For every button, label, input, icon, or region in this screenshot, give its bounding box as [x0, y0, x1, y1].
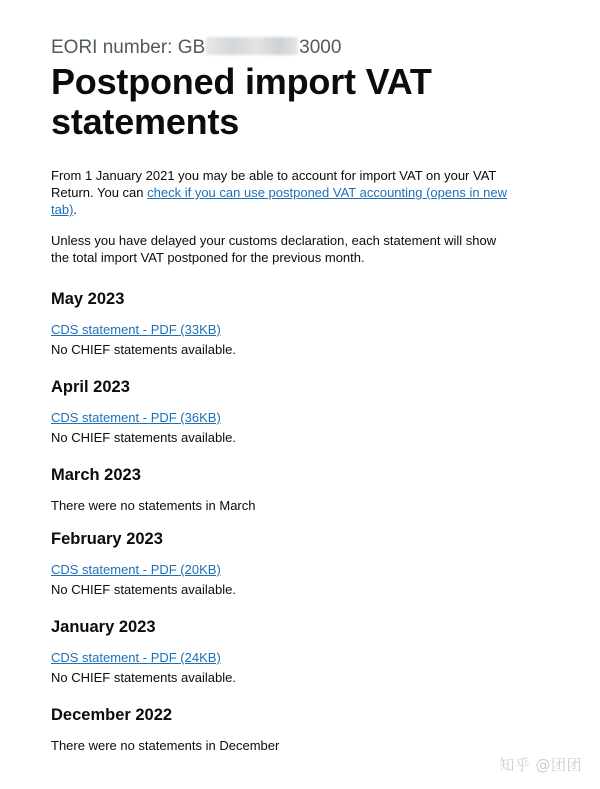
cds-statement-row	[51, 648, 511, 668]
watermark: 知乎 @团团	[499, 756, 582, 774]
month-section-may-2023	[51, 288, 511, 360]
month-section-december-2022	[51, 704, 511, 756]
month-heading: February 2023	[51, 530, 163, 548]
cds-statement-row	[51, 408, 511, 428]
cds-statement-link[interactable]: CDS statement - PDF (20KB)	[51, 562, 221, 577]
month-section-february-2023	[51, 528, 511, 600]
eori-suffix: 3000	[299, 37, 342, 58]
intro-text-end: .	[73, 202, 78, 217]
month-section-march-2023	[51, 464, 511, 516]
month-heading: March 2023	[51, 466, 141, 484]
check-postponed-vat-link[interactable]: check if you can use postponed VAT accounting (opens in new tab)	[51, 185, 508, 217]
month-heading: December 2022	[51, 706, 173, 724]
cds-statement-link[interactable]: CDS statement - PDF (36KB)	[51, 410, 221, 425]
month-heading: May 2023	[51, 290, 125, 308]
cds-statement-row	[51, 320, 511, 340]
month-heading: April 2023	[51, 378, 130, 396]
main-content	[51, 36, 511, 756]
eori-number	[51, 36, 511, 60]
chief-statement-info: No CHIEF statements available.	[51, 430, 236, 445]
eori-redacted-block	[206, 37, 298, 55]
month-section-april-2023	[51, 376, 511, 448]
month-section-january-2023	[51, 616, 511, 688]
eori-label: EORI number: GB	[51, 37, 206, 58]
cds-statement-link[interactable]: CDS statement - PDF (24KB)	[51, 650, 221, 665]
no-statements-info: There were no statements in December	[51, 738, 280, 753]
intro-note: Unless you have delayed your customs declaration, each statement will show the total import VAT postponed for the previous month.	[51, 233, 497, 265]
intro-paragraph	[51, 167, 511, 218]
page-title: Postponed import VAT statements	[51, 61, 432, 142]
no-statements-info: There were no statements in March	[51, 498, 256, 513]
intro-text: From 1 January 2021 you may be able to account for import VAT on your VAT Return. You can	[51, 168, 497, 200]
cds-statement-row	[51, 560, 511, 580]
chief-statement-info: No CHIEF statements available.	[51, 670, 236, 685]
cds-statement-link[interactable]: CDS statement - PDF (33KB)	[51, 322, 221, 337]
chief-statement-info: No CHIEF statements available.	[51, 342, 236, 357]
month-heading: January 2023	[51, 618, 156, 636]
chief-statement-info: No CHIEF statements available.	[51, 582, 236, 597]
